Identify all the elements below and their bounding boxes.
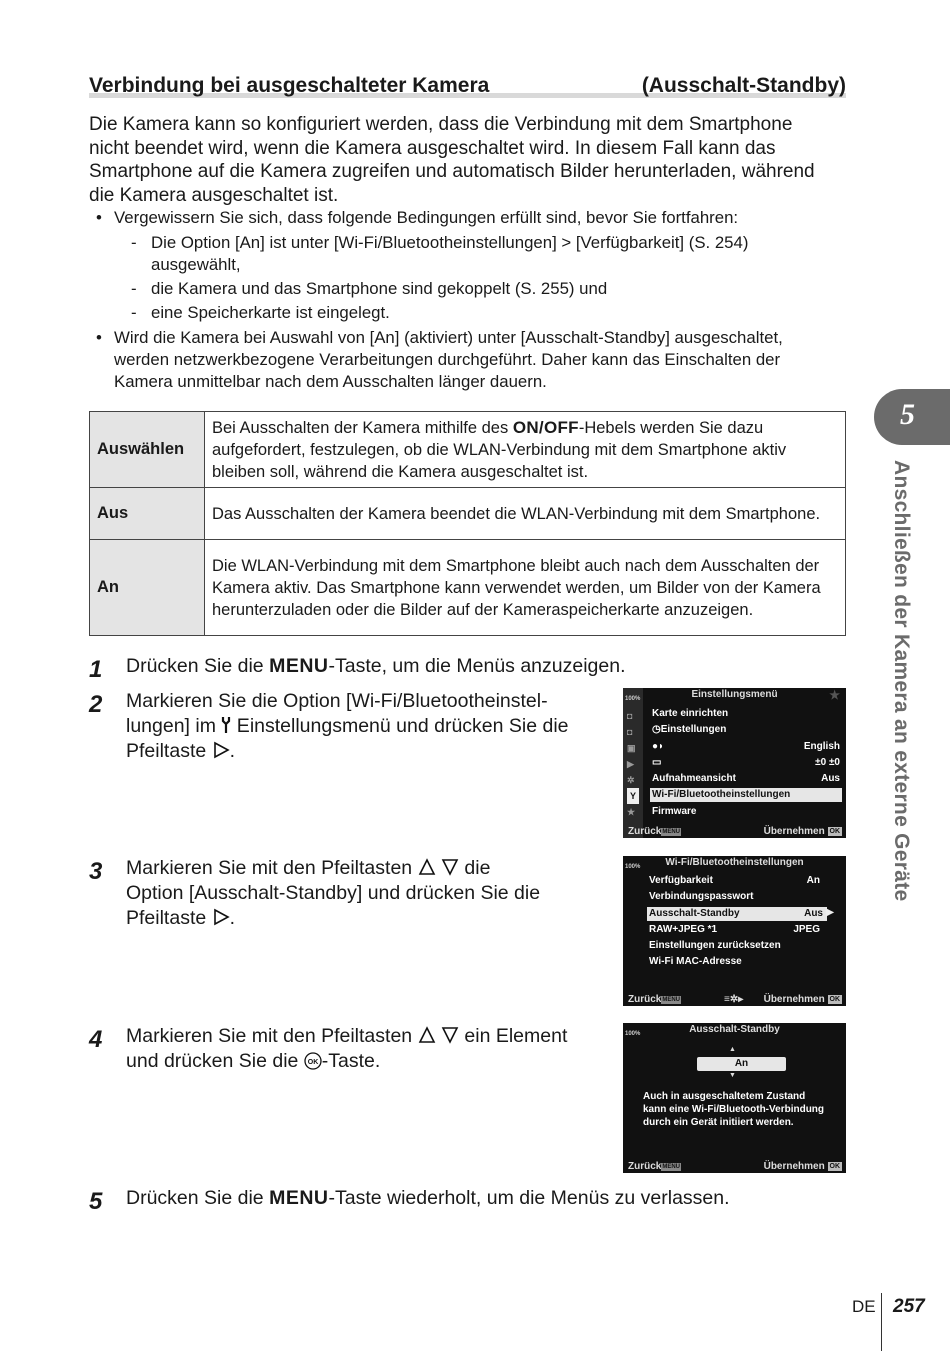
step-text (126, 1024, 567, 1074)
step-line (126, 714, 569, 739)
chapter-label: Anschließen der Kamera an externe Geräte (890, 460, 913, 902)
table-key: Aus (90, 488, 205, 540)
table-value: Das Ausschalten der Kamera beendet die WLAN-Verbindung mit dem Smartphone. (205, 488, 846, 540)
intro-line: nicht beendet wird, wenn die Kamera ausgeschaltet wird. In diesem Fall kann das (89, 137, 776, 159)
wrench-icon (221, 716, 231, 734)
arrow-right-icon: ▶ (826, 907, 834, 918)
footer-divider (881, 1293, 882, 1351)
description-line: durch ein Gerät initiiert werden. (643, 1117, 794, 1128)
intro-line: Smartphone auf die Kamera zugreifen und automatisch Bilder herunterladen, während (89, 161, 815, 183)
svg-text:OK: OK (307, 1059, 319, 1066)
bullet-text-cont: Kamera unmittelbar nach dem Ausschalten länger dauern. (114, 372, 547, 391)
table-value-text: -Hebels werden Sie dazu aufgefordert, festzulegen, ob die WLAN-Verbindung mit dem Smartphone aktiv bleiben soll, während die Kamera ausgeschaltet ist. (212, 418, 787, 482)
ok-badge: OK (829, 1163, 840, 1170)
screen-title: Einstellungsmenü (691, 689, 778, 700)
arrow-right-icon (212, 908, 230, 926)
chapter-number: 5 (900, 398, 915, 431)
description-line: Auch in ausgeschaltetem Zustand (643, 1091, 806, 1102)
step-text-part: und drücken Sie die (126, 1050, 304, 1072)
step-line: Pfeiltaste . (126, 907, 236, 929)
arrow-up-icon: ▲ (729, 1046, 736, 1053)
monitor-adjust-icon: ▭ (652, 757, 662, 768)
options-table (89, 411, 846, 636)
step-number: 5 (89, 1188, 103, 1215)
table-value-text: Bei Ausschalten der Kamera mithilfe des (212, 418, 513, 437)
step-text (126, 1186, 730, 1211)
onoff-label: ON/OFF (512, 417, 579, 437)
step-text-part: Markieren Sie mit den Pfeiltasten (126, 857, 418, 879)
step-line (126, 1024, 567, 1049)
step-text-part: -Taste. (321, 1050, 381, 1072)
step-text-part: die (458, 857, 491, 879)
step-text (126, 654, 626, 679)
step-line (126, 856, 540, 881)
intro-line: die Kamera ausgeschaltet ist. (89, 184, 339, 206)
step-text (126, 856, 540, 931)
screen-footer (628, 825, 842, 838)
step-text-part: ein Element (458, 1025, 568, 1047)
menu-badge: MENU (662, 829, 681, 835)
standby-description (643, 1090, 824, 1129)
arrow-down-icon: ▼ (729, 1072, 736, 1079)
menu-item[interactable] (649, 874, 820, 888)
mymenu-tab-icon: ★ (627, 807, 636, 817)
step-text (126, 689, 569, 764)
language-icon: ●◗ (652, 741, 665, 752)
menu-item-label: Aufnahmeansicht (652, 773, 736, 784)
arrow-right-icon (212, 741, 230, 759)
dash-mark: - (131, 279, 137, 298)
arrow-up-icon (418, 858, 436, 876)
step-text-part: Markieren Sie mit den Pfeiltasten (126, 1025, 418, 1047)
arrow-up-icon (418, 1026, 436, 1044)
menu-badge: MENU (662, 1164, 681, 1170)
menu-item[interactable] (652, 772, 840, 786)
back-label: Zurück (628, 994, 662, 1005)
table-value (205, 412, 846, 488)
table-key: An (90, 540, 205, 636)
dash-text-cont: ausgewählt, (151, 255, 241, 274)
camera2-tab-icon: ◘ (627, 727, 633, 737)
menu-item[interactable] (652, 740, 840, 754)
bullet-text: Wird die Kamera bei Auswahl von [An] (aktiviert) unter [Ausschalt-Standby] ausgeschaltet, (114, 328, 783, 347)
confirm-label: Übernehmen (763, 994, 825, 1005)
intro-paragraph (89, 113, 849, 207)
step-text-part: Drücken Sie die (126, 655, 270, 677)
menu-item[interactable]: Verbindungspasswort (649, 891, 754, 902)
bullet-text-cont: werden netzwerkbezogene Verarbeitungen durchgeführt. Daher kann das Einschalten der (114, 350, 781, 369)
star-icon: ★ (829, 688, 840, 702)
clock-icon: ◷ (652, 724, 661, 735)
bullet-dot: • (96, 328, 102, 347)
menu-item[interactable]: Einstellungen zurücksetzen (649, 940, 781, 951)
step-line: Option [Ausschalt-Standby] und drücken Sie die (126, 882, 541, 904)
ok-badge: OK (829, 996, 840, 1003)
page-number: 257 (893, 1296, 925, 1317)
menu-item-label: Einstellungen (660, 724, 727, 735)
table-row (90, 412, 846, 488)
arrow-down-icon (441, 858, 459, 876)
menu-item-label: Ausschalt-Standby (649, 908, 740, 919)
zoom-indicator: 100% (625, 1031, 641, 1037)
ok-badge: OK (829, 828, 840, 835)
camera-screen-wifi-settings (623, 856, 846, 1006)
bullet-dot: • (96, 208, 102, 227)
video-tab-icon: ▣ (627, 743, 636, 753)
screen-title: Ausschalt-Standby (689, 1024, 780, 1035)
dash-text: eine Speicherkarte ist eingelegt. (151, 303, 390, 322)
arrow-down-icon (441, 1026, 459, 1044)
step-number: 2 (89, 691, 103, 718)
step-line: Markieren Sie die Option [Wi-Fi/Bluetootheinstel- (126, 690, 548, 712)
menu-tab-icons (627, 708, 639, 828)
menu-item-label: RAW+JPEG *1 (649, 924, 718, 935)
camera1-tab-icon: ◘ (627, 711, 633, 721)
menu-item[interactable]: Wi-Fi MAC-Adresse (649, 956, 742, 967)
dash-mark: - (131, 233, 137, 252)
heading-subtitle: (Ausschalt-Standby) (641, 74, 846, 97)
menu-item-selected[interactable] (647, 907, 827, 921)
back-label: Zurück (628, 1161, 662, 1172)
wrench-tab-icon[interactable]: Y (627, 788, 639, 804)
screen-footer (628, 993, 842, 1006)
confirm-label: Übernehmen (763, 1161, 825, 1172)
menu-item-value: ±0 ±0 (815, 757, 840, 768)
dash-text: die Kamera und das Smartphone sind gekoppelt (S. 255) und (151, 279, 608, 298)
menu-item-value: English (803, 741, 840, 752)
playback-tab-icon: ▶ (627, 759, 634, 769)
menu-badge: MENU (662, 997, 681, 1003)
step-text-part: lungen] im (126, 715, 222, 737)
step-text-part: Drücken Sie die (126, 1187, 270, 1209)
step-line (126, 1049, 567, 1074)
step-text-part: -Taste, um die Menüs anzuzeigen. (328, 655, 626, 677)
table-key: Auswählen (90, 412, 205, 488)
step-text-part: -Taste wiederholt, um die Menüs zu verlassen. (328, 1187, 730, 1209)
menu-item-value: An (806, 875, 820, 886)
dash-text: Die Option [An] ist unter [Wi-Fi/Bluetootheinstellungen] > [Verfügbarkeit] (S. 254) (151, 233, 749, 252)
screen-title: Wi-Fi/Bluetootheinstellungen (665, 857, 804, 868)
info-settings-icon: ≡✲▸ (724, 994, 744, 1005)
bullet-text: Vergewissern Sie sich, dass folgende Bedingungen erfüllt sind, bevor Sie fortfahren: (114, 208, 739, 227)
back-label: Zurück (628, 826, 662, 837)
menu-key: MENU (269, 1187, 329, 1209)
confirm-label: Übernehmen (763, 826, 825, 837)
custom-tab-icon: ✲ (627, 775, 635, 785)
camera-screen-standby (623, 1023, 846, 1173)
menu-item[interactable]: Firmware (652, 806, 697, 817)
heading-title: Verbindung bei ausgeschalteter Kamera (89, 74, 490, 97)
menu-item-label: Verfügbarkeit (649, 875, 713, 886)
step-text-part: Einstellungsmenü und drücken Sie die (231, 715, 569, 737)
step-number: 4 (89, 1026, 103, 1053)
step-text-part: Pfeiltaste (126, 740, 212, 762)
zoom-indicator: 100% (625, 864, 641, 870)
camera-screen-setup-menu (623, 688, 846, 838)
standby-value-selector[interactable]: An (697, 1057, 786, 1071)
section-heading (89, 72, 846, 98)
menu-item[interactable] (649, 923, 820, 937)
menu-item[interactable] (652, 756, 840, 770)
zoom-indicator: 100% (625, 696, 641, 702)
intro-line: Die Kamera kann so konfiguriert werden, dass die Verbindung mit dem Smartphone (89, 114, 793, 135)
table-row (90, 488, 846, 540)
description-line: kann eine Wi-Fi/Bluetooth-Verbindung (643, 1104, 825, 1115)
ok-button-icon (304, 1052, 322, 1070)
step-line: Pfeiltaste . (126, 740, 236, 762)
menu-item-value: JPEG (793, 924, 820, 935)
dash-mark: - (131, 303, 137, 322)
screen-footer (628, 1160, 842, 1173)
step-number: 1 (89, 656, 103, 683)
menu-item-selected[interactable]: Wi-Fi/Bluetootheinstellungen (650, 788, 842, 802)
step-text-part: Pfeiltaste (126, 907, 212, 929)
footer-language: DE (852, 1297, 876, 1316)
menu-item-value: Aus (804, 908, 823, 919)
menu-key: MENU (269, 655, 329, 677)
table-value: Die WLAN-Verbindung mit dem Smartphone bleibt auch nach dem Ausschalten der Kamera aktiv. Das Smartphone kann verwendet werden, um Bilder von der Kamera herunterzuladen oder die Bilder auf der Kameraspeicherkarte anzuzeigen. (205, 540, 846, 636)
menu-item-value: Aus (821, 773, 840, 784)
table-row (90, 540, 846, 636)
menu-item[interactable]: Karte einrichten (652, 708, 729, 719)
menu-item[interactable] (652, 723, 726, 737)
step-number: 3 (89, 858, 103, 885)
